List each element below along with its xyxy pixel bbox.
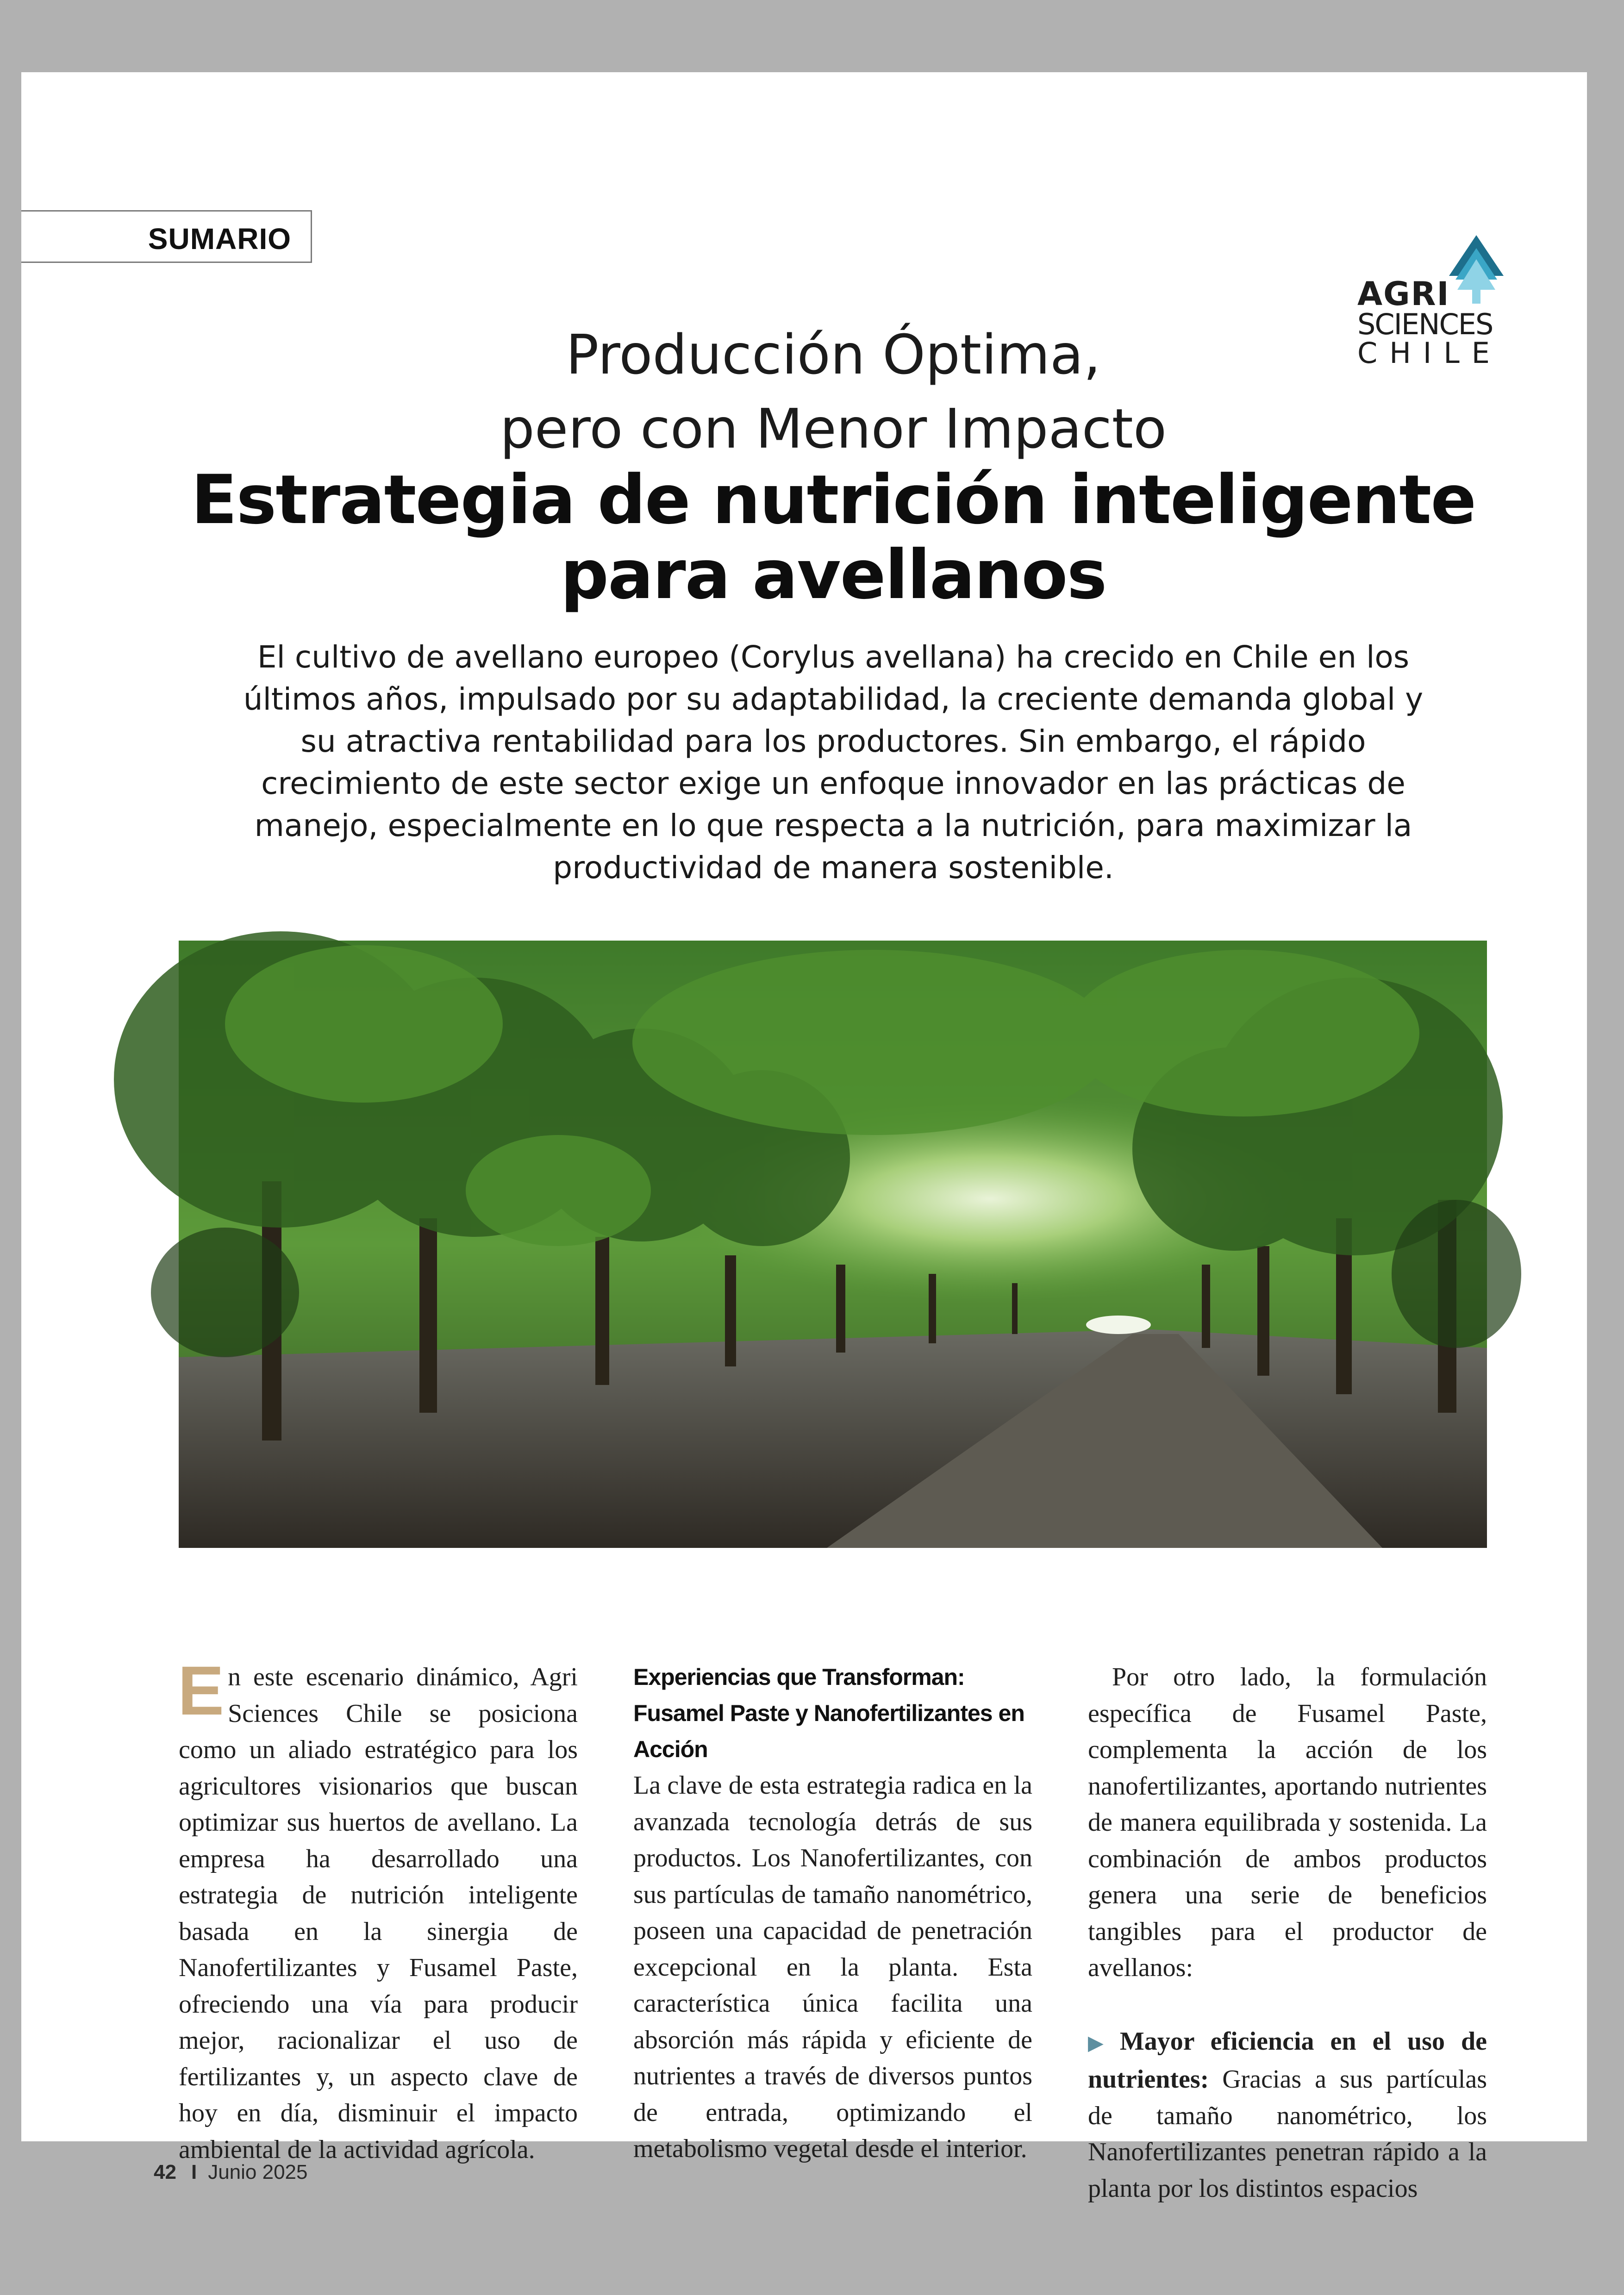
- article-column-3: [1088, 1659, 1487, 2207]
- column-3-text: Por otro lado, la formulación específica de Fusamel Paste, complementa la acción de los nanofertilizantes, aportando nutrientes de manera equilibrada y sostenida. La combinación de ambos productos genera una serie de beneficios tangibles para el productor de avellanos:: [1088, 1663, 1487, 1982]
- bullet-text: Gracias a sus partículas de tamaño nanométrico, los Nanofertilizantes penetran rápido a la planta por los distintos espacios: [1088, 2065, 1487, 2203]
- bullet-title: Mayor eficiencia en el uso de nutrientes:: [1088, 2027, 1487, 2094]
- benefit-bullet: [1088, 2023, 1487, 2207]
- section-label[interactable]: SUMARIO: [148, 222, 291, 256]
- logo-line-chile: CHILE: [1357, 336, 1502, 370]
- column-2-text: La clave de esta estrategia radica en la avanzada tecnología detrás de sus productos. Los Nanofertilizantes, con sus partículas de tamaño nanométrico, poseen una capacidad de penetración excepcional en la planta. Esta característica única facilita una absorción más rápida y eficiente de nutrientes a través de diversos puntos de entrada, optimizando el metabolismo vegetal desde el interior.: [633, 1771, 1032, 2163]
- subtitle-line-2: pero con Menor Impacto: [500, 397, 1167, 461]
- drop-cap: E: [178, 1652, 225, 1729]
- title-line-2: para avellanos: [560, 536, 1106, 614]
- tree-icon: [1449, 235, 1504, 305]
- lead-paragraph: El cultivo de avellano europeo (Corylus avellana) ha crecido en Chile en los últimos años, impulsado por su adaptabilidad, la creciente demanda global y su atractiva rentabilidad para los productores. Sin embargo, el rápido crecimiento de este sector exige un enfoque innovador en las prácticas de manejo, especialmente en lo que respecta a la nutrición, para maximizar la productividad de manera sostenible.: [243, 639, 1424, 886]
- issue-date: Junio 2025: [208, 2161, 308, 2183]
- hazelnut-orchard-photo: [179, 941, 1487, 1548]
- column-1-text: n este escenario dinámico, Agri Sciences Chile se posiciona como un aliado estratégico para los agricultores visionarios que buscan optimizar sus huertos de avellano. La empresa ha desarrollado una estrategia de nutrición inteligente basada en la sinergia de Nanofertilizantes y Fusamel Paste, ofreciendo una vía para producir mejor, racionalizar el uso de fertilizantes y, un aspecto clave de hoy en día, disminuir el impacto ambiental de la actividad agrícola.: [179, 1663, 578, 2164]
- article-column-2: [633, 1659, 1032, 2167]
- section-tab[interactable]: [21, 210, 312, 263]
- column-1-paragraph: [178, 1652, 578, 2168]
- footer-separator: I: [191, 2161, 197, 2183]
- page-number: 42: [154, 2161, 176, 2183]
- title-line-1: Estrategia de nutrición inteligente: [191, 461, 1476, 539]
- article-column-1: [178, 1652, 578, 2168]
- page-footer: [154, 2161, 307, 2184]
- column-2-heading: Experiencias que Transforman: Fusamel Paste y Nanofertilizantes en Acción: [633, 1664, 1024, 1762]
- logo-line-agri: AGRI: [1357, 275, 1450, 313]
- logo-line-sciences: SCIENCES: [1357, 307, 1493, 341]
- bullet-triangle-icon: ▶: [1088, 2031, 1113, 2054]
- subtitle-line-1: Producción Óptima,: [566, 323, 1101, 387]
